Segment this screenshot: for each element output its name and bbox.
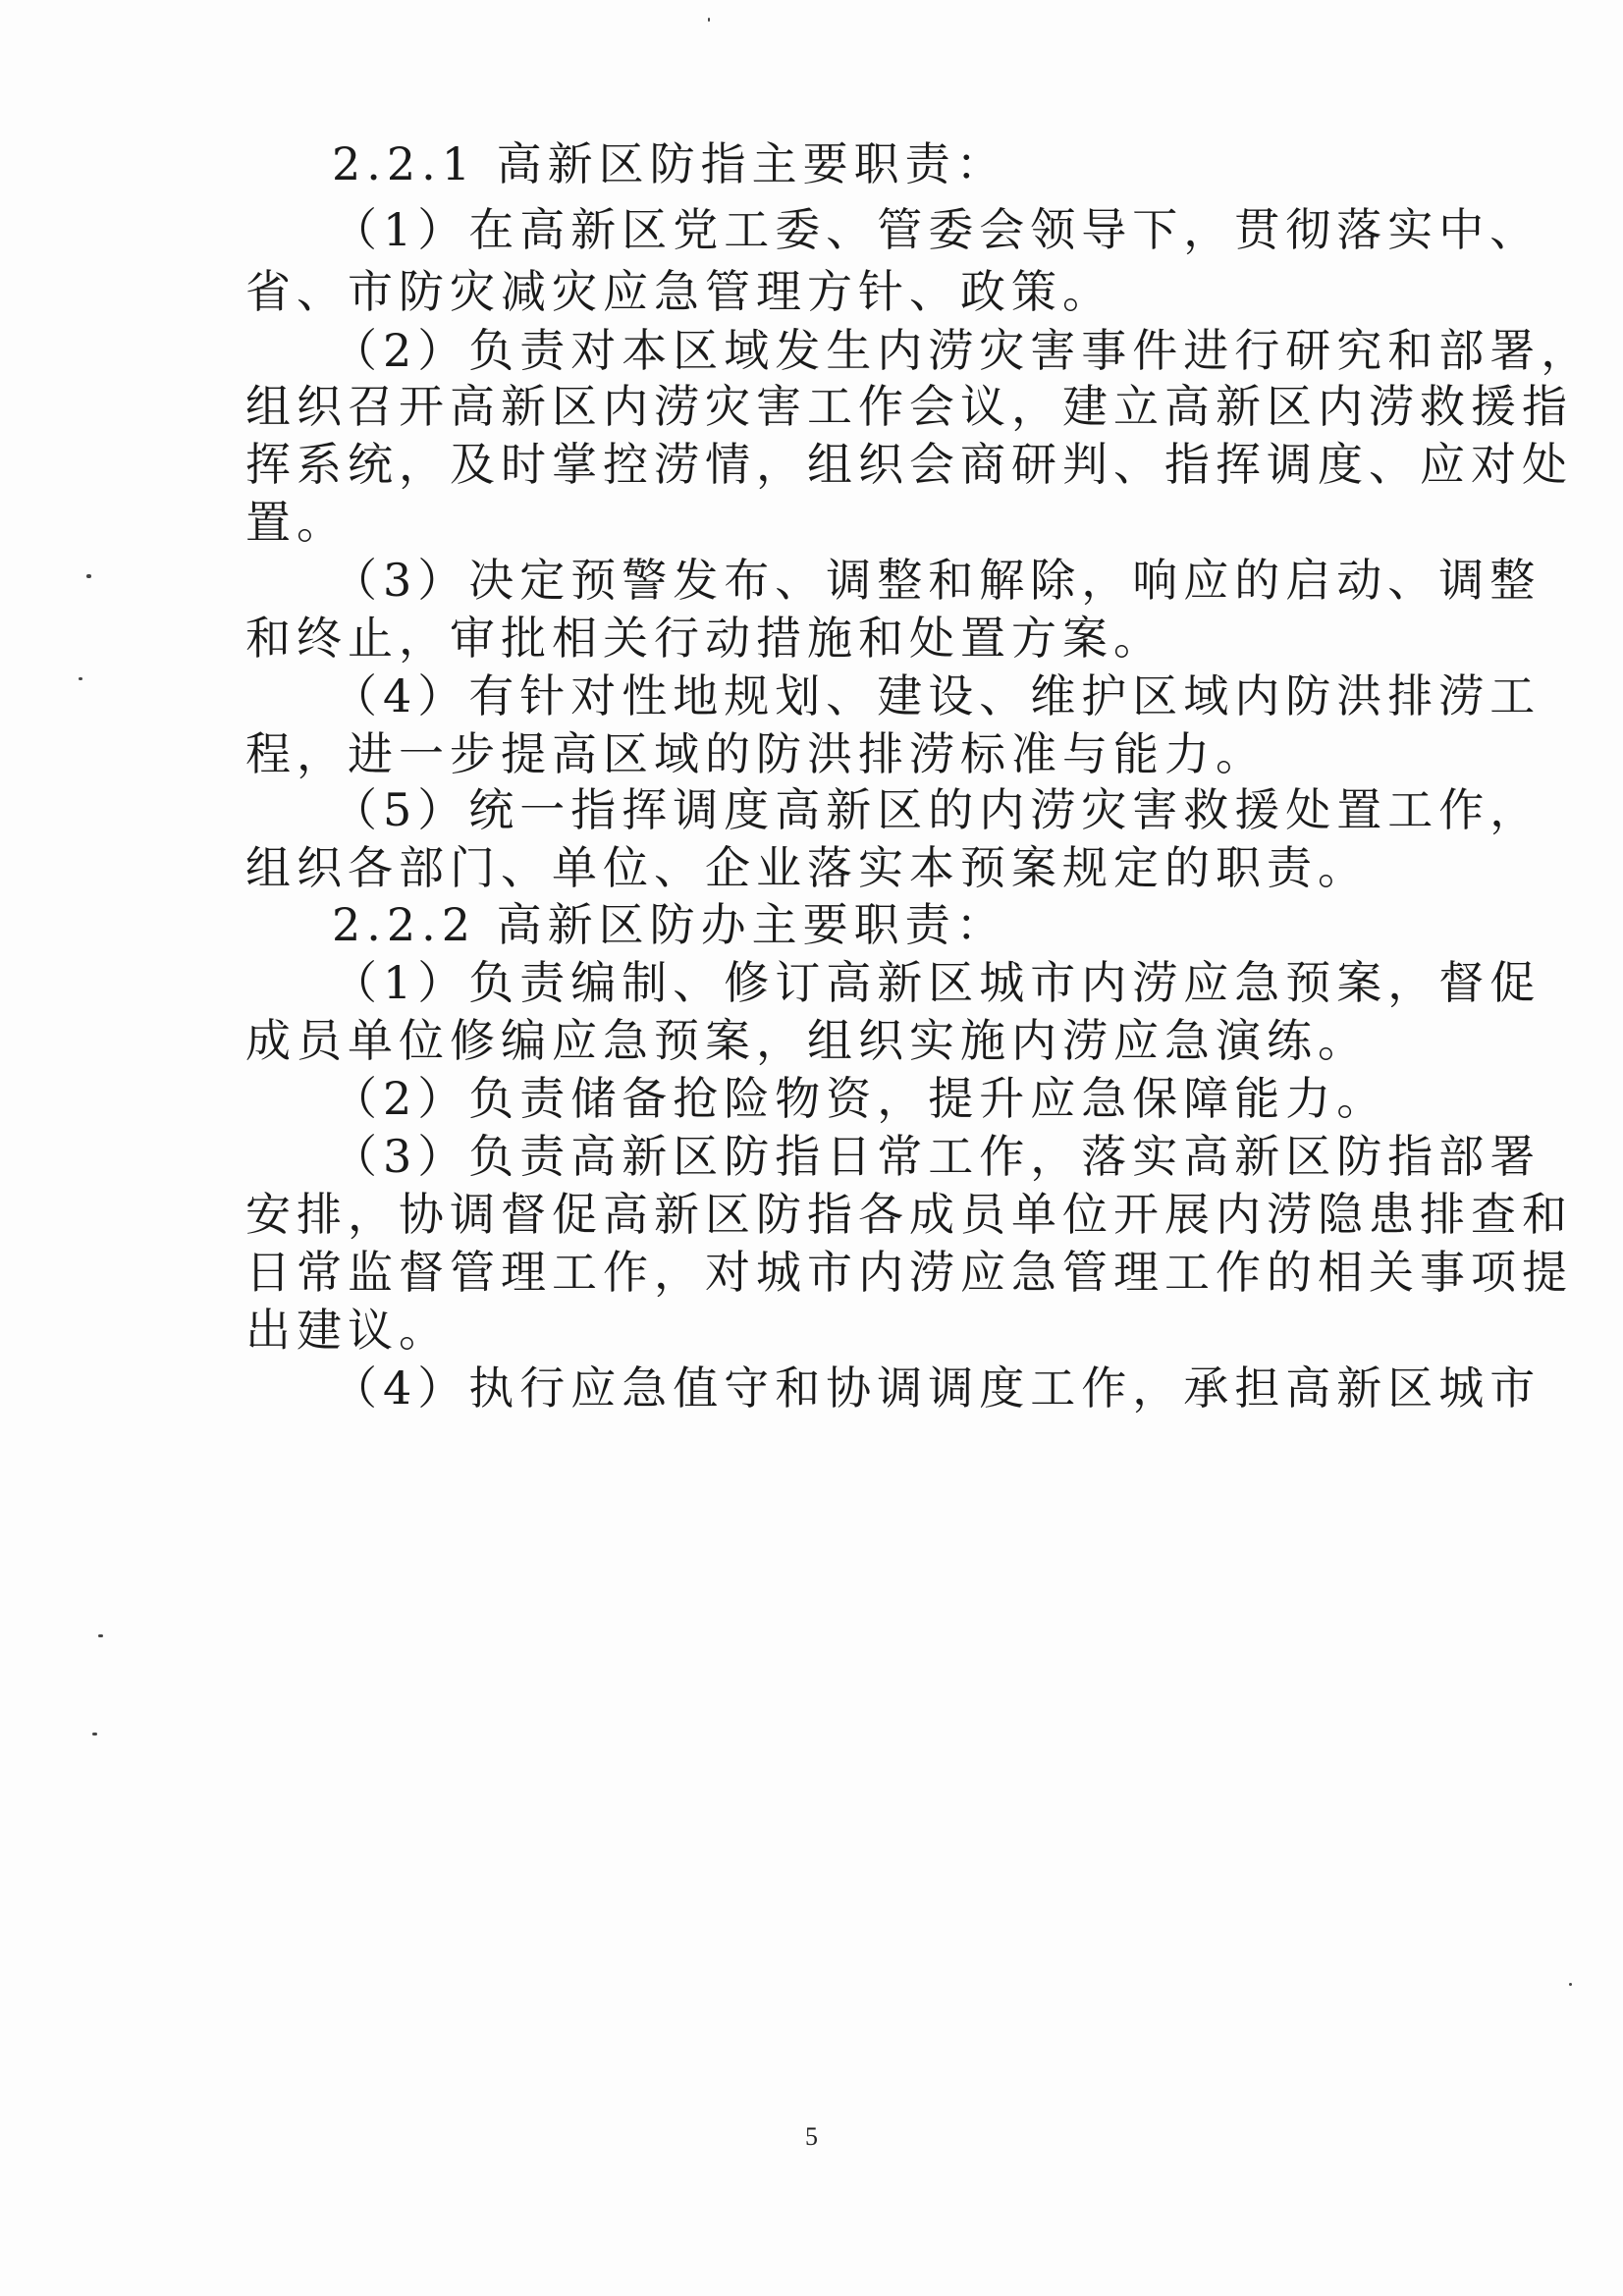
- paragraph-line: 成员单位修编应急预案，组织实施内涝应急演练。: [245, 1014, 1369, 1067]
- paragraph-line: 省、市防灾减灾应急管理方针、政策。: [245, 265, 1113, 318]
- paragraph-line: 组织各部门、单位、企业落实本预案规定的职责。: [245, 841, 1369, 894]
- scan-speck: [708, 18, 710, 22]
- page-number: 5: [805, 2122, 818, 2151]
- paragraph-line: （3）决定预警发布、调整和解除，响应的启动、调整: [332, 554, 1542, 607]
- scan-speck: [98, 1634, 103, 1637]
- paragraph-line: （1）在高新区党工委、管委会领导下，贯彻落实中、: [332, 203, 1542, 256]
- scan-speck: [92, 1733, 97, 1735]
- scan-speck: [86, 574, 91, 578]
- paragraph-line: （2）负责储备抢险物资，提升应急保障能力。: [332, 1072, 1388, 1125]
- scan-speck: [1569, 1983, 1572, 1986]
- scan-speck: [79, 677, 82, 680]
- paragraph-line: （4）有针对性地规划、建设、维护区域内防洪排涝工: [332, 669, 1542, 722]
- paragraph-line: 程，进一步提高区域的防洪排涝标准与能力。: [245, 727, 1267, 780]
- paragraph-line: 安排，协调督促高新区防指各成员单位开展内涝隐患排查和: [245, 1188, 1573, 1241]
- paragraph-line: 组织召开高新区内涝灾害工作会议，建立高新区内涝救援指: [245, 380, 1573, 433]
- paragraph-line: （1）负责编制、修订高新区城市内涝应急预案，督促: [332, 956, 1542, 1009]
- section-heading-2-2-2: 2.2.2 高新区防办主要职责：: [332, 898, 1007, 951]
- paragraph-line: （2）负责对本区域发生内涝灾害事件进行研究和部署，: [332, 324, 1593, 377]
- paragraph-line: 和终止，审批相关行动措施和处置方案。: [245, 612, 1164, 665]
- paragraph-line: （4）执行应急值守和协调调度工作，承担高新区城市: [332, 1362, 1542, 1415]
- paragraph-line: （3）负责高新区防指日常工作，落实高新区防指部署: [332, 1130, 1542, 1183]
- paragraph-line: （5）统一指挥调度高新区的内涝灾害救援处置工作，: [332, 783, 1542, 836]
- paragraph-line: 出建议。: [245, 1304, 450, 1357]
- section-heading-2-2-1: 2.2.1 高新区防指主要职责：: [332, 137, 1007, 190]
- paragraph-line: 挥系统，及时掌控涝情，组织会商研判、指挥调度、应对处: [245, 438, 1573, 491]
- paragraph-line: 置。: [245, 496, 348, 549]
- paragraph-line: 日常监督管理工作，对城市内涝应急管理工作的相关事项提: [245, 1246, 1573, 1299]
